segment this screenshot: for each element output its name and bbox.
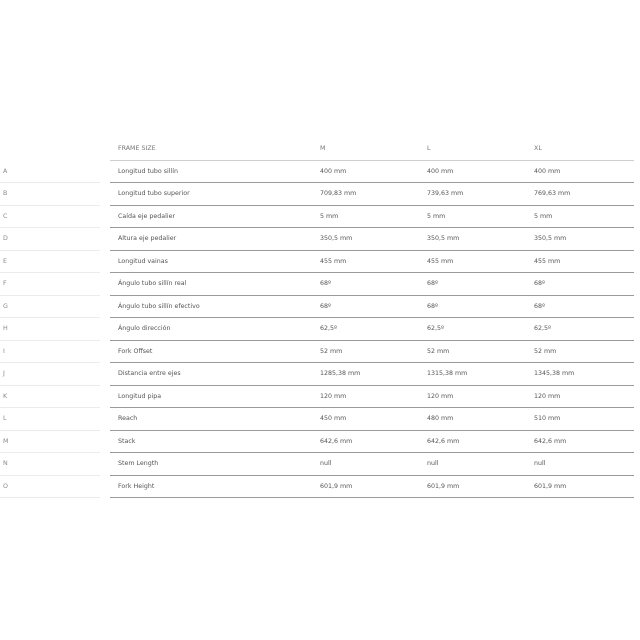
row-letter: J — [3, 370, 5, 377]
value-size-l: 350,5 mm — [427, 235, 460, 242]
value-size-xl: 120 mm — [534, 392, 561, 400]
value-size-xl: 62,5º — [534, 325, 551, 332]
table-row — [0, 251, 640, 274]
row-label: Longitud pipa — [118, 392, 162, 400]
table-row — [0, 161, 640, 184]
table-row — [0, 363, 640, 386]
row-label: Caída eje pedalier — [118, 212, 176, 220]
row-letter: L — [3, 415, 7, 422]
row-letter: K — [3, 392, 8, 400]
value-size-xl: 1345,38 mm — [534, 370, 575, 377]
row-label: Altura eje pedalier — [118, 235, 177, 242]
row-label: Distancia entre ejes — [118, 370, 181, 377]
row-letter: N — [3, 460, 8, 467]
value-size-l: 1315,38 mm — [427, 370, 468, 377]
value-size-xl: 601,9 mm — [534, 482, 567, 490]
table-row — [0, 273, 640, 296]
row-label: Ángulo tubo sillín real — [118, 280, 187, 287]
value-size-l: 642,6 mm — [427, 437, 460, 445]
row-divider — [110, 497, 634, 498]
row-label: Ángulo dirección — [118, 325, 171, 332]
row-letter: I — [3, 347, 5, 355]
header-frame-size: FRAME SIZE — [118, 145, 156, 152]
value-size-l: 62,5º — [427, 325, 444, 332]
row-label: Fork Offset — [118, 347, 153, 355]
header-size-l: L — [427, 145, 431, 152]
table-header-row — [0, 138, 640, 161]
value-size-l: 601,9 mm — [427, 482, 460, 490]
row-letter: C — [3, 212, 8, 220]
value-size-m: 52 mm — [320, 347, 343, 355]
row-label: Longitud tubo sillín — [118, 167, 179, 175]
value-size-l: 68º — [427, 280, 438, 287]
table-body — [0, 161, 640, 499]
table-row — [0, 408, 640, 431]
row-label: Stack — [118, 437, 136, 445]
value-size-m: 350,5 mm — [320, 235, 353, 242]
row-letter: H — [3, 325, 8, 332]
row-letter: D — [3, 235, 8, 242]
value-size-xl: 5 mm — [534, 212, 553, 220]
value-size-m: 450 mm — [320, 415, 347, 422]
value-size-l: null — [427, 460, 439, 467]
row-letter: M — [3, 437, 9, 445]
value-size-l: 455 mm — [427, 257, 454, 265]
value-size-m: 68º — [320, 280, 331, 287]
value-size-xl: 68º — [534, 302, 545, 310]
table-row — [0, 341, 640, 364]
row-letter: O — [3, 482, 8, 490]
row-letter: G — [3, 302, 8, 310]
value-size-l: 480 mm — [427, 415, 454, 422]
value-size-xl: 642,6 mm — [534, 437, 567, 445]
value-size-xl: 510 mm — [534, 415, 561, 422]
value-size-xl: 52 mm — [534, 347, 557, 355]
value-size-l: 739,63 mm — [427, 190, 464, 197]
value-size-l: 52 mm — [427, 347, 450, 355]
value-size-m: 601,9 mm — [320, 482, 353, 490]
table-row — [0, 206, 640, 229]
table-row — [0, 318, 640, 341]
table-row — [0, 296, 640, 319]
table-row — [0, 431, 640, 454]
row-label: Reach — [118, 415, 138, 422]
value-size-l: 5 mm — [427, 212, 446, 220]
value-size-m: 455 mm — [320, 257, 347, 265]
value-size-m: 68º — [320, 302, 331, 310]
row-letter: B — [3, 190, 8, 197]
table-row — [0, 228, 640, 251]
value-size-xl: 455 mm — [534, 257, 561, 265]
row-label: Fork Height — [118, 482, 155, 490]
value-size-m: 642,6 mm — [320, 437, 353, 445]
value-size-xl: 350,5 mm — [534, 235, 567, 242]
row-label: Longitud vainas — [118, 257, 168, 265]
value-size-xl: 68º — [534, 280, 545, 287]
value-size-xl: null — [534, 460, 546, 467]
value-size-xl: 400 mm — [534, 167, 561, 175]
value-size-m: 5 mm — [320, 212, 339, 220]
header-size-m: M — [320, 145, 326, 152]
row-label: Stem Length — [118, 460, 159, 467]
row-letter: F — [3, 280, 7, 287]
table-row — [0, 183, 640, 206]
value-size-m: 1285,38 mm — [320, 370, 361, 377]
header-size-xl: XL — [534, 145, 542, 152]
row-letter: E — [3, 257, 7, 265]
value-size-l: 68º — [427, 302, 438, 310]
table-row — [0, 453, 640, 476]
value-size-m: 62,5º — [320, 325, 337, 332]
table-row — [0, 386, 640, 409]
value-size-m: 709,83 mm — [320, 190, 357, 197]
letter-divider — [0, 497, 100, 498]
table-row — [0, 476, 640, 499]
value-size-m: 120 mm — [320, 392, 347, 400]
row-label: Longitud tubo superior — [118, 190, 190, 197]
value-size-m: null — [320, 460, 332, 467]
value-size-l: 400 mm — [427, 167, 454, 175]
value-size-l: 120 mm — [427, 392, 454, 400]
value-size-m: 400 mm — [320, 167, 347, 175]
value-size-xl: 769,63 mm — [534, 190, 571, 197]
row-letter: A — [3, 167, 8, 175]
geometry-table — [0, 138, 640, 498]
row-label: Ángulo tubo sillín efectivo — [118, 302, 200, 310]
